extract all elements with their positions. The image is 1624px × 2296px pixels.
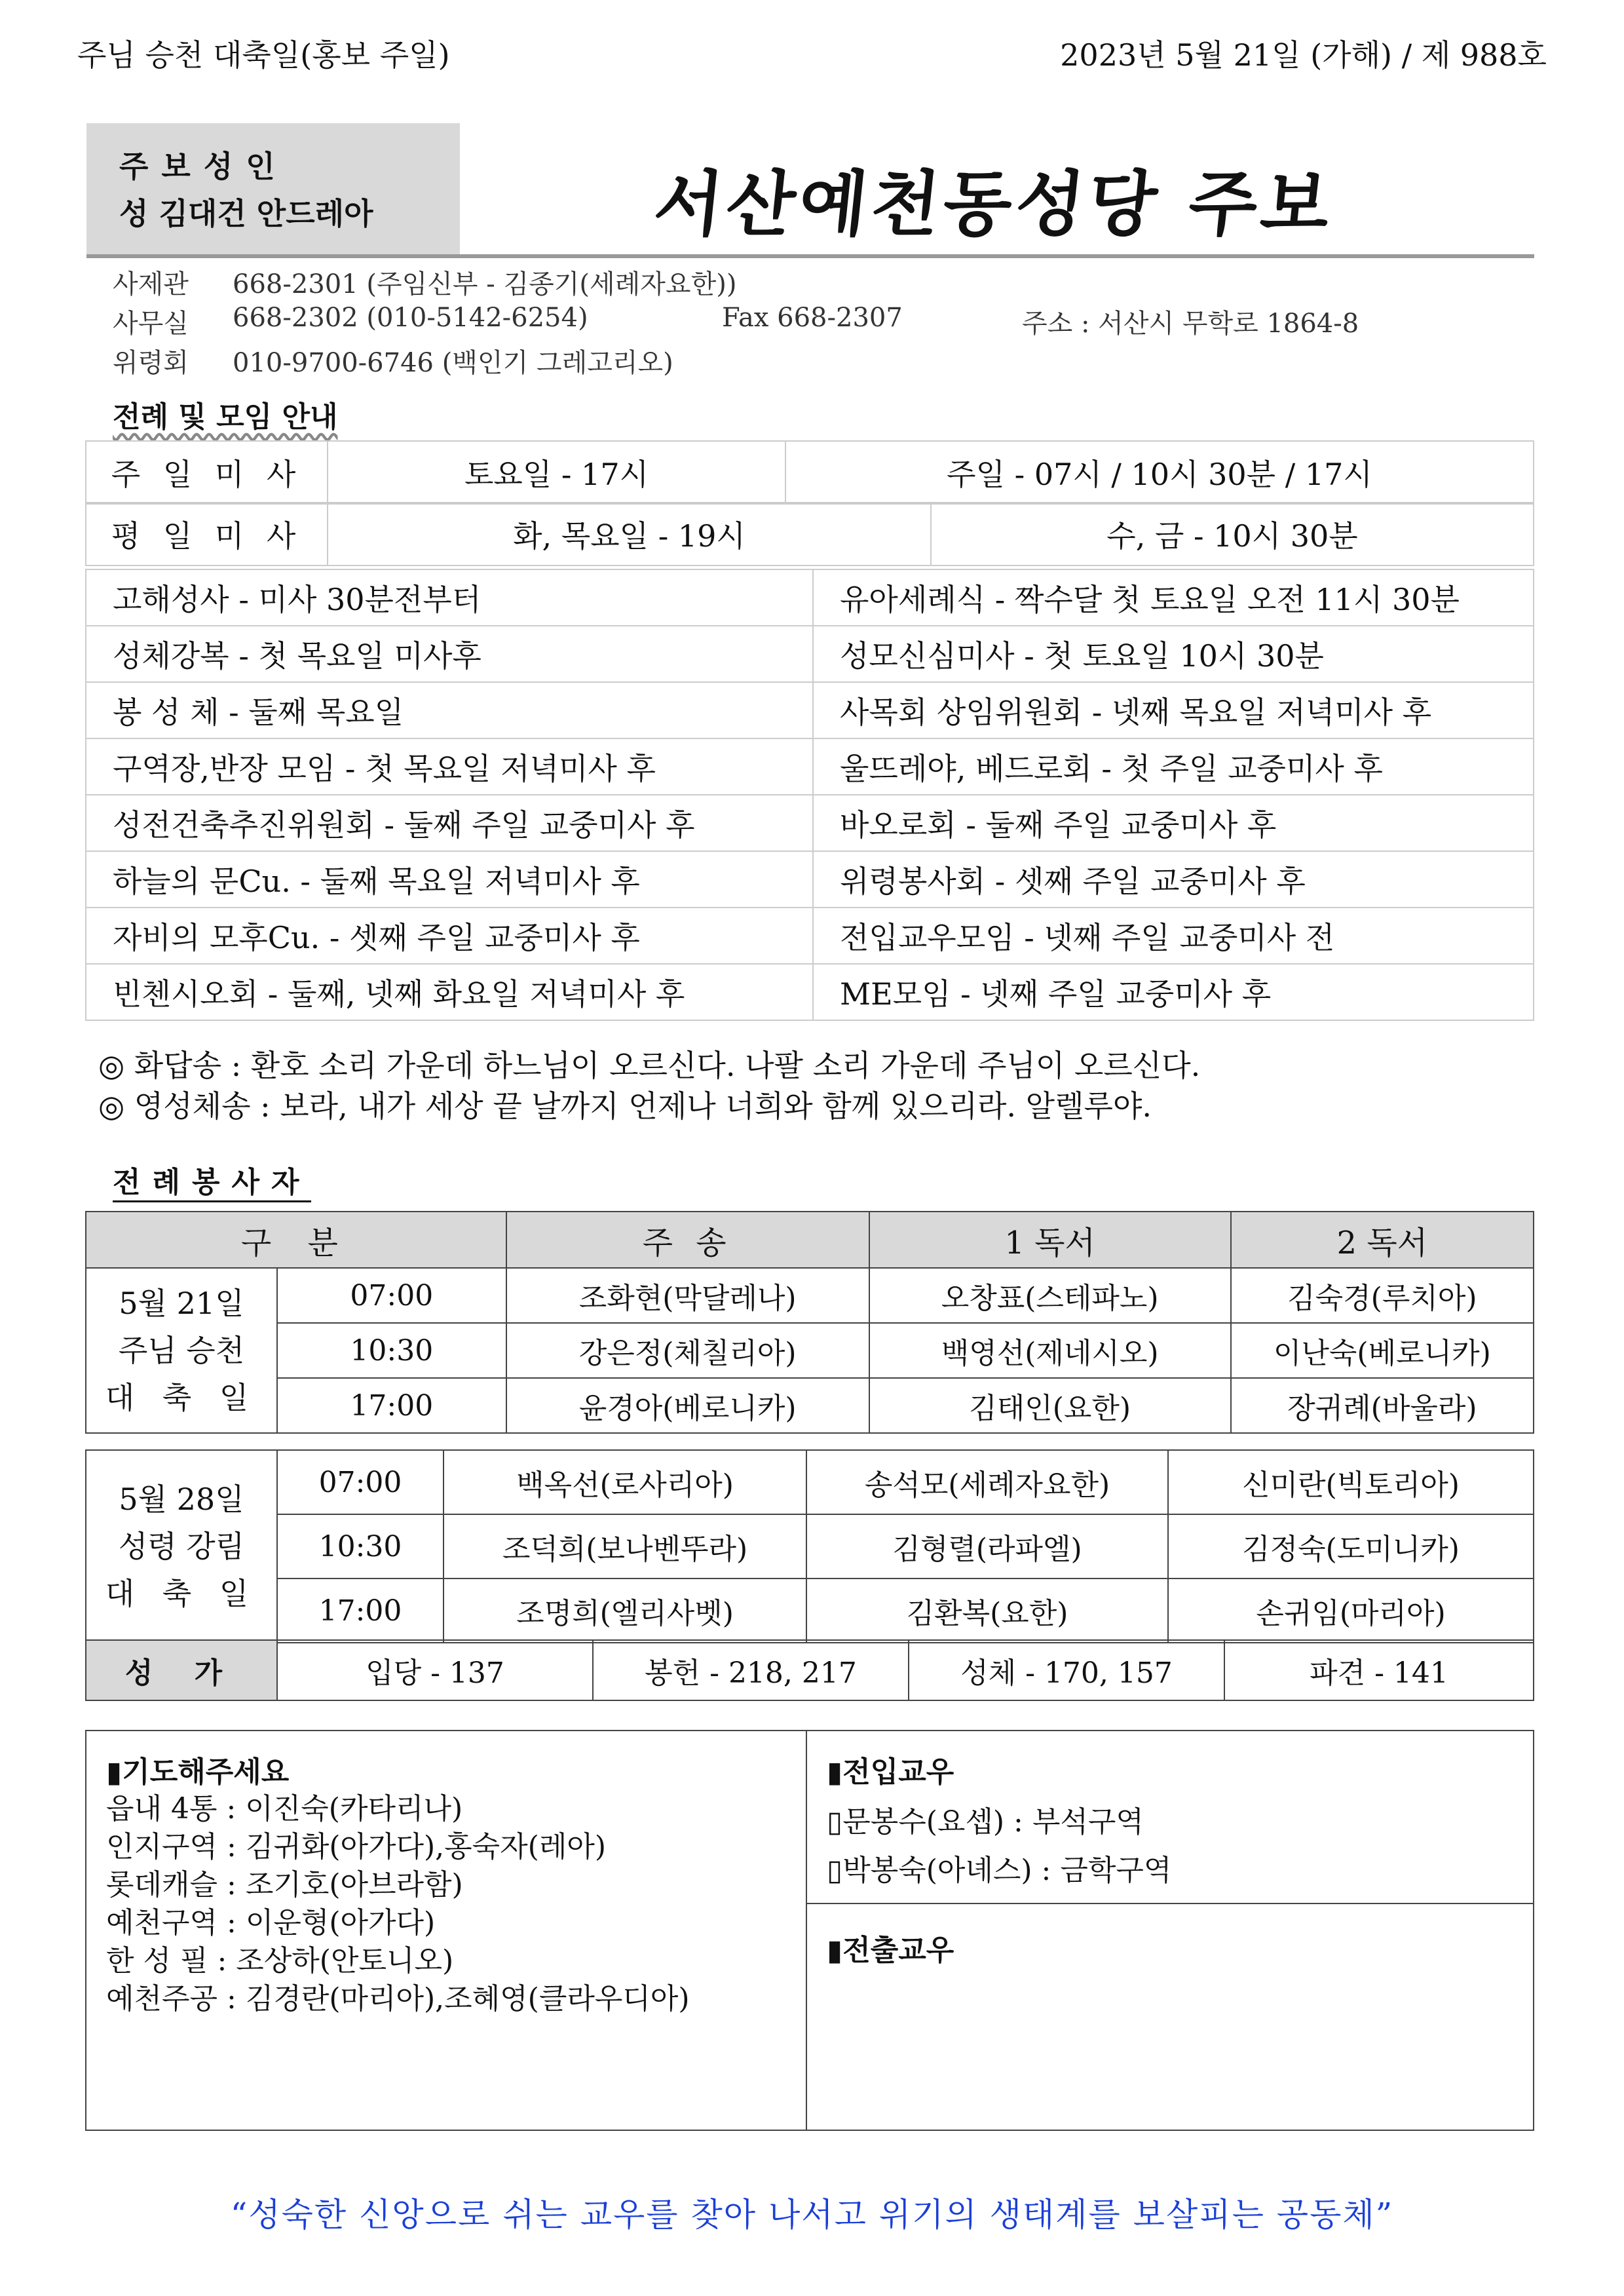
servers-row bbox=[86, 1378, 1534, 1433]
meeting-row bbox=[86, 795, 1534, 851]
servers-reader1: 백영선(제네시오) bbox=[869, 1323, 1231, 1378]
prayer-request-panel bbox=[106, 1748, 690, 2018]
servers-header-category: 구 분 bbox=[86, 1212, 506, 1268]
liturgy-section-title bbox=[113, 393, 337, 435]
sunday-mass-label: 주 일 미 사 bbox=[86, 441, 328, 504]
servers-commentator: 백옥선(로사리아) bbox=[444, 1450, 806, 1514]
hymn-entrance: 입당 - 137 bbox=[277, 1640, 593, 1700]
meeting-row bbox=[86, 682, 1534, 738]
servers-reader1: 김형렬(라파엘) bbox=[806, 1514, 1168, 1578]
servers-day-solemnity: 대 축 일 bbox=[105, 1576, 258, 1611]
sunday-mass-saturday: 토요일 - 17시 bbox=[328, 441, 785, 504]
patron-saint-box bbox=[86, 123, 460, 254]
servers-time: 07:00 bbox=[277, 1450, 444, 1514]
hymns-table bbox=[85, 1639, 1534, 1701]
sunday-mass-sunday: 주일 - 07시 / 10시 30분 / 17시 bbox=[785, 441, 1534, 504]
notices-vertical-divider bbox=[806, 1731, 807, 2130]
servers-day-date: 5월 21일 bbox=[119, 1286, 244, 1321]
notices-box bbox=[85, 1730, 1534, 2131]
servers-reader2: 김숙경(루치아) bbox=[1231, 1268, 1534, 1323]
hymn-recessional: 파견 - 141 bbox=[1224, 1640, 1534, 1700]
servers-time: 17:00 bbox=[277, 1578, 444, 1643]
servers-reader1: 김태인(요한) bbox=[869, 1378, 1231, 1433]
patron-name: 성 김대건 안드레아 bbox=[119, 196, 373, 231]
bulletin-title: 서산예천동성당 주보 bbox=[650, 164, 1338, 246]
servers-reader1: 오창표(스테파노) bbox=[869, 1268, 1231, 1323]
meeting-item: 고해성사 - 미사 30분전부터 bbox=[86, 569, 813, 626]
servers-header-reading2: 2 독서 bbox=[1231, 1212, 1534, 1268]
meeting-item: 자비의 모후Cu. - 셋째 주일 교중미사 후 bbox=[86, 908, 813, 964]
servers-time: 07:00 bbox=[277, 1268, 506, 1323]
contact-value-funeral: 010-9700-6746 (백인기 그레고리오) bbox=[233, 348, 673, 378]
prayer-request-item: 읍내 4통 : 이진숙(카타리나) bbox=[106, 1792, 463, 1826]
servers-day-cell bbox=[86, 1450, 277, 1643]
servers-day-feast: 주님 승천 bbox=[118, 1333, 245, 1368]
meeting-item: 빈첸시오회 - 둘째, 넷째 화요일 저녁미사 후 bbox=[86, 964, 813, 1020]
meeting-row bbox=[86, 569, 1534, 626]
prayer-request-title: ▮기도해주세요 bbox=[106, 1755, 290, 1789]
parish-motto: “성숙한 신앙으로 쉬는 교우를 찾아 나서고 위기의 생태계를 보살피는 공동체” bbox=[230, 2196, 1394, 2234]
servers-header-commentator: 주 송 bbox=[506, 1212, 869, 1268]
meeting-row bbox=[86, 851, 1534, 908]
meeting-item: 울뜨레야, 베드로회 - 첫 주일 교중미사 후 bbox=[813, 738, 1534, 795]
servers-table-week2 bbox=[85, 1449, 1534, 1643]
servers-header-row bbox=[86, 1212, 1534, 1268]
servers-time: 17:00 bbox=[277, 1378, 506, 1433]
meeting-item: 성전건축추진위원회 - 둘째 주일 교중미사 후 bbox=[86, 795, 813, 851]
contact-value-rectory: 668-2301 (주임신부 - 김종기(세례자요한)) bbox=[233, 269, 737, 299]
servers-row bbox=[86, 1450, 1534, 1514]
meeting-item: ME모임 - 넷째 주일 교중미사 후 bbox=[813, 964, 1534, 1020]
servers-time: 10:30 bbox=[277, 1514, 444, 1578]
weekday-mass-label: 평 일 미 사 bbox=[86, 503, 328, 565]
servers-commentator: 강은정(체칠리아) bbox=[506, 1323, 869, 1378]
contact-label-funeral: 위령회 bbox=[113, 348, 189, 378]
servers-section-title-text: 전례봉사자 bbox=[113, 1166, 311, 1202]
contact-label-office: 사무실 bbox=[113, 309, 189, 339]
servers-section-title bbox=[113, 1158, 311, 1200]
weekday-mass-a: 화, 목요일 - 19시 bbox=[328, 503, 931, 565]
move-in-title: ▮전입교우 bbox=[827, 1755, 954, 1789]
servers-commentator: 조덕희(보나벤뚜라) bbox=[444, 1514, 806, 1578]
meeting-item: 사목회 상임위원회 - 넷째 목요일 저녁미사 후 bbox=[813, 682, 1534, 738]
servers-reader2: 김정숙(도미니카) bbox=[1168, 1514, 1534, 1578]
meeting-row bbox=[86, 964, 1534, 1020]
mass-schedule-table bbox=[85, 440, 1534, 505]
communion-antiphon: ◎ 영성체송 : 보라, 내가 세상 끝 날까지 언제나 너희와 함께 있으리라. 알렐루야. bbox=[98, 1088, 1152, 1124]
meeting-item: 구역장,반장 모임 - 첫 목요일 저녁미사 후 bbox=[86, 738, 813, 795]
meeting-item: 전입교우모임 - 넷째 주일 교중미사 전 bbox=[813, 908, 1534, 964]
title-divider bbox=[86, 254, 1534, 258]
servers-reader2: 손귀임(마리아) bbox=[1168, 1578, 1534, 1643]
servers-reader1: 송석모(세례자요한) bbox=[806, 1450, 1168, 1514]
bulletin-occasion: 주님 승천 대축일(홍보 주일) bbox=[77, 37, 450, 73]
servers-reader2: 장귀례(바울라) bbox=[1231, 1378, 1534, 1433]
servers-row bbox=[86, 1268, 1534, 1323]
meeting-row bbox=[86, 738, 1534, 795]
servers-row bbox=[86, 1578, 1534, 1643]
servers-day-solemnity: 대 축 일 bbox=[105, 1380, 258, 1415]
hymns-label: 성 가 bbox=[86, 1640, 277, 1700]
meeting-item: 바오로회 - 둘째 주일 교중미사 후 bbox=[813, 795, 1534, 851]
weekday-mass-b: 수, 금 - 10시 30분 bbox=[931, 503, 1534, 565]
move-out-title: ▮전출교우 bbox=[827, 1934, 954, 1967]
servers-reader1: 김환복(요한) bbox=[806, 1578, 1168, 1643]
hymn-communion: 성체 - 170, 157 bbox=[909, 1640, 1224, 1700]
weekday-mass-table bbox=[85, 502, 1534, 566]
meeting-item: 위령봉사회 - 셋째 주일 교중미사 후 bbox=[813, 851, 1534, 908]
meetings-table bbox=[85, 569, 1534, 1021]
servers-row bbox=[86, 1514, 1534, 1578]
notices-horizontal-divider bbox=[806, 1903, 1534, 1904]
servers-reader2: 신미란(빅토리아) bbox=[1168, 1450, 1534, 1514]
servers-row bbox=[86, 1323, 1534, 1378]
servers-day-date: 5월 28일 bbox=[119, 1482, 244, 1517]
prayer-request-item: 예천주공 : 김경란(마리아),조혜영(클라우디아) bbox=[106, 1982, 690, 2016]
meeting-item: 성체강복 - 첫 목요일 미사후 bbox=[86, 626, 813, 682]
contact-value-office: 668-2302 (010-5142-6254) bbox=[233, 303, 588, 333]
servers-commentator: 윤경아(베로니카) bbox=[506, 1378, 869, 1433]
move-in-panel bbox=[827, 1748, 1171, 1895]
meeting-item: 유아세례식 - 짝수달 첫 토요일 오전 11시 30분 bbox=[813, 569, 1534, 626]
prayer-request-item: 한 성 필 : 조상하(안토니오) bbox=[106, 1944, 454, 1978]
servers-commentator: 조명희(엘리사벳) bbox=[444, 1578, 806, 1643]
contact-fax: Fax 668-2307 bbox=[722, 303, 903, 333]
responsorial-psalm: ◎ 화답송 : 환호 소리 가운데 하느님이 오르신다. 나팔 소리 가운데 주님이 오르신다. bbox=[98, 1048, 1201, 1083]
meeting-item: 봉 성 체 - 둘째 목요일 bbox=[86, 682, 813, 738]
prayer-request-item: 롯데캐슬 : 조기호(아브라함) bbox=[106, 1868, 463, 1902]
servers-header-reading1: 1 독서 bbox=[869, 1212, 1231, 1268]
servers-day-cell bbox=[86, 1268, 277, 1433]
move-in-item: ▯박봉숙(아녜스) : 금학구역 bbox=[827, 1854, 1172, 1887]
meeting-row bbox=[86, 626, 1534, 682]
servers-commentator: 조화현(막달레나) bbox=[506, 1268, 869, 1323]
servers-time: 10:30 bbox=[277, 1323, 506, 1378]
patron-label: 주보성인 bbox=[119, 149, 288, 184]
hymn-offertory: 봉헌 - 218, 217 bbox=[593, 1640, 909, 1700]
contact-label-rectory: 사제관 bbox=[113, 269, 189, 299]
contact-address: 주소 : 서산시 무학로 1864-8 bbox=[1022, 309, 1359, 339]
meeting-item: 성모신심미사 - 첫 토요일 10시 30분 bbox=[813, 626, 1534, 682]
servers-table-week1 bbox=[85, 1211, 1534, 1434]
prayer-request-item: 예천구역 : 이운형(아가다) bbox=[106, 1906, 436, 1940]
prayer-request-item: 인지구역 : 김귀화(아가다),홍숙자(레아) bbox=[106, 1830, 607, 1864]
liturgy-section-title-text: 전례 및 모임 안내 bbox=[113, 400, 338, 434]
servers-day-feast: 성령 강림 bbox=[118, 1529, 245, 1564]
servers-reader2: 이난숙(베로니카) bbox=[1231, 1323, 1534, 1378]
bulletin-date-issue: 2023년 5월 21일 (가해) / 제 988호 bbox=[1060, 37, 1547, 73]
move-in-item: ▯문봉수(요셉) : 부석구역 bbox=[827, 1805, 1144, 1839]
meeting-item: 하늘의 문Cu. - 둘째 목요일 저녁미사 후 bbox=[86, 851, 813, 908]
move-out-panel bbox=[827, 1926, 954, 1968]
meeting-row bbox=[86, 908, 1534, 964]
